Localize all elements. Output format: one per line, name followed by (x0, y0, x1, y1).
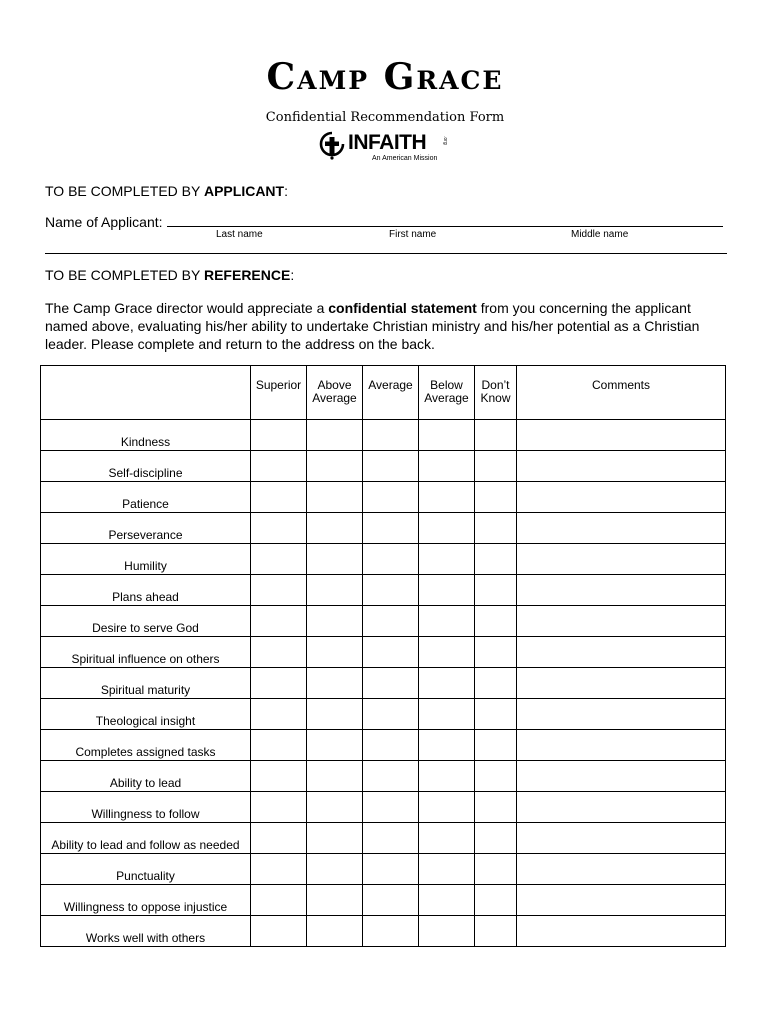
comments-cell[interactable] (517, 637, 726, 668)
average-cell[interactable] (363, 606, 419, 637)
last-name-label: Last name (216, 229, 263, 240)
superior-cell[interactable] (251, 513, 307, 544)
superior-cell[interactable] (251, 916, 307, 947)
above-average-cell[interactable] (307, 482, 363, 513)
criterion-label: Theological insight (41, 699, 251, 730)
superior-cell[interactable] (251, 606, 307, 637)
rating-header-row (41, 366, 726, 420)
comments-cell[interactable] (517, 668, 726, 699)
logo-org: .org (442, 136, 448, 145)
dont-know-cell[interactable] (475, 823, 517, 854)
superior-cell[interactable] (251, 420, 307, 451)
section-divider (45, 253, 727, 254)
above-average-cell[interactable] (307, 668, 363, 699)
comments-cell[interactable] (517, 420, 726, 451)
comments-cell[interactable] (517, 606, 726, 637)
criterion-label: Humility (41, 544, 251, 575)
table-row (41, 730, 726, 761)
average-cell[interactable] (363, 513, 419, 544)
above-average-cell[interactable] (307, 792, 363, 823)
table-row (41, 761, 726, 792)
comments-cell[interactable] (517, 823, 726, 854)
criterion-label: Spiritual maturity (41, 668, 251, 699)
superior-cell[interactable] (251, 854, 307, 885)
dont-know-cell[interactable] (475, 730, 517, 761)
average-cell[interactable] (363, 885, 419, 916)
dont-know-cell[interactable] (475, 451, 517, 482)
form-subtitle: Confidential Recommendation Form (265, 110, 505, 125)
dont-know-cell[interactable] (475, 637, 517, 668)
average-cell[interactable] (363, 575, 419, 606)
below-average-cell[interactable] (419, 885, 475, 916)
comments-cell[interactable] (517, 544, 726, 575)
dont-know-cell[interactable] (475, 761, 517, 792)
table-row (41, 792, 726, 823)
criterion-label: Self-discipline (41, 451, 251, 482)
above-average-cell[interactable] (307, 854, 363, 885)
average-cell[interactable] (363, 451, 419, 482)
superior-cell[interactable] (251, 668, 307, 699)
table-row (41, 420, 726, 451)
superior-cell[interactable] (251, 823, 307, 854)
comments-cell[interactable] (517, 513, 726, 544)
average-cell[interactable] (363, 420, 419, 451)
criterion-label: Desire to serve God (41, 606, 251, 637)
below-average-cell[interactable] (419, 482, 475, 513)
below-average-cell[interactable] (419, 544, 475, 575)
below-average-cell[interactable] (419, 699, 475, 730)
table-row (41, 451, 726, 482)
above-average-cell[interactable] (307, 575, 363, 606)
middle-name-label: Middle name (571, 229, 629, 240)
below-average-cell[interactable] (419, 730, 475, 761)
average-cell[interactable] (363, 637, 419, 668)
average-cell[interactable] (363, 482, 419, 513)
criterion-label: Punctuality (41, 854, 251, 885)
infaith-logo (318, 128, 458, 168)
comments-cell[interactable] (517, 451, 726, 482)
above-average-cell[interactable] (307, 544, 363, 575)
above-average-cell[interactable] (307, 823, 363, 854)
dont-know-cell[interactable] (475, 544, 517, 575)
applicant-heading: TO BE COMPLETED BY APPLICANT: (45, 183, 288, 199)
criterion-label: Plans ahead (41, 575, 251, 606)
below-average-cell[interactable] (419, 916, 475, 947)
table-row (41, 699, 726, 730)
dont-know-cell[interactable] (475, 792, 517, 823)
dont-know-cell[interactable] (475, 854, 517, 885)
dont-know-cell[interactable] (475, 916, 517, 947)
table-row (41, 668, 726, 699)
above-average-cell[interactable] (307, 699, 363, 730)
comments-cell[interactable] (517, 885, 726, 916)
dont-know-header: Don’t Know (475, 366, 517, 420)
criterion-label: Willingness to oppose injustice (41, 885, 251, 916)
rating-table (40, 365, 726, 947)
below-average-cell[interactable] (419, 513, 475, 544)
reference-heading: TO BE COMPLETED BY REFERENCE: (45, 267, 295, 283)
dont-know-cell[interactable] (475, 575, 517, 606)
superior-cell[interactable] (251, 482, 307, 513)
above-average-cell[interactable] (307, 420, 363, 451)
below-average-cell[interactable] (419, 575, 475, 606)
superior-cell[interactable] (251, 544, 307, 575)
table-row (41, 482, 726, 513)
superior-cell[interactable] (251, 451, 307, 482)
applicant-name-row (45, 212, 723, 230)
cross-circle-icon (318, 130, 346, 160)
below-average-cell[interactable] (419, 606, 475, 637)
table-row (41, 513, 726, 544)
table-row (41, 854, 726, 885)
comments-cell[interactable] (517, 854, 726, 885)
comments-cell[interactable] (517, 792, 726, 823)
average-cell[interactable] (363, 792, 419, 823)
average-cell[interactable] (363, 823, 419, 854)
above-average-cell[interactable] (307, 730, 363, 761)
superior-cell[interactable] (251, 885, 307, 916)
average-cell[interactable] (363, 854, 419, 885)
comments-cell[interactable] (517, 761, 726, 792)
table-row (41, 606, 726, 637)
below-average-cell[interactable] (419, 823, 475, 854)
average-cell[interactable] (363, 699, 419, 730)
criterion-label: Ability to lead and follow as needed (41, 823, 251, 854)
logo-tagline: An American Mission (372, 155, 438, 162)
below-average-cell[interactable] (419, 420, 475, 451)
table-row (41, 575, 726, 606)
above-average-cell[interactable] (307, 916, 363, 947)
below-average-header: Below Average (419, 366, 475, 420)
comments-cell[interactable] (517, 730, 726, 761)
below-average-cell[interactable] (419, 451, 475, 482)
criterion-label: Kindness (41, 420, 251, 451)
table-row (41, 823, 726, 854)
above-average-cell[interactable] (307, 513, 363, 544)
comments-cell[interactable] (517, 575, 726, 606)
criteria-header (41, 366, 251, 420)
comments-cell[interactable] (517, 699, 726, 730)
dont-know-cell[interactable] (475, 885, 517, 916)
first-name-label: First name (389, 229, 437, 240)
dont-know-cell[interactable] (475, 482, 517, 513)
above-average-header: Above Average (307, 366, 363, 420)
average-cell[interactable] (363, 761, 419, 792)
above-average-cell[interactable] (307, 637, 363, 668)
below-average-cell[interactable] (419, 854, 475, 885)
comments-cell[interactable] (517, 916, 726, 947)
applicant-name-field[interactable] (167, 212, 723, 227)
criterion-label: Patience (41, 482, 251, 513)
table-row (41, 544, 726, 575)
table-row (41, 637, 726, 668)
table-row (41, 885, 726, 916)
average-header: Average (363, 366, 419, 420)
dont-know-cell[interactable] (475, 668, 517, 699)
dont-know-cell[interactable] (475, 606, 517, 637)
superior-cell[interactable] (251, 761, 307, 792)
criterion-label: Ability to lead (41, 761, 251, 792)
form-title: Camp Grace (266, 56, 504, 98)
average-cell[interactable] (363, 544, 419, 575)
table-row (41, 916, 726, 947)
dont-know-cell[interactable] (475, 420, 517, 451)
above-average-cell[interactable] (307, 451, 363, 482)
above-average-cell[interactable] (307, 606, 363, 637)
dont-know-cell[interactable] (475, 513, 517, 544)
criterion-label: Perseverance (41, 513, 251, 544)
superior-header: Superior (251, 366, 307, 420)
average-cell[interactable] (363, 730, 419, 761)
average-cell[interactable] (363, 668, 419, 699)
instructions-paragraph: The Camp Grace director would appreciate a confidential statement from you concerning the applicant named above, evaluating his/her ability to undertake Christian ministry and his/her potential as a Christian leader. Please complete and return to the address on the back. (45, 300, 700, 352)
below-average-cell[interactable] (419, 668, 475, 699)
logo-text: INFAITH (348, 131, 427, 154)
dont-know-cell[interactable] (475, 699, 517, 730)
comments-header: Comments (517, 366, 726, 420)
comments-cell[interactable] (517, 482, 726, 513)
superior-cell[interactable] (251, 699, 307, 730)
below-average-cell[interactable] (419, 637, 475, 668)
superior-cell[interactable] (251, 637, 307, 668)
above-average-cell[interactable] (307, 885, 363, 916)
superior-cell[interactable] (251, 792, 307, 823)
average-cell[interactable] (363, 916, 419, 947)
name-label: Name of Applicant: (45, 214, 163, 230)
above-average-cell[interactable] (307, 761, 363, 792)
superior-cell[interactable] (251, 730, 307, 761)
superior-cell[interactable] (251, 575, 307, 606)
criterion-label: Spiritual influence on others (41, 637, 251, 668)
below-average-cell[interactable] (419, 792, 475, 823)
criterion-label: Completes assigned tasks (41, 730, 251, 761)
below-average-cell[interactable] (419, 761, 475, 792)
criterion-label: Willingness to follow (41, 792, 251, 823)
criterion-label: Works well with others (41, 916, 251, 947)
